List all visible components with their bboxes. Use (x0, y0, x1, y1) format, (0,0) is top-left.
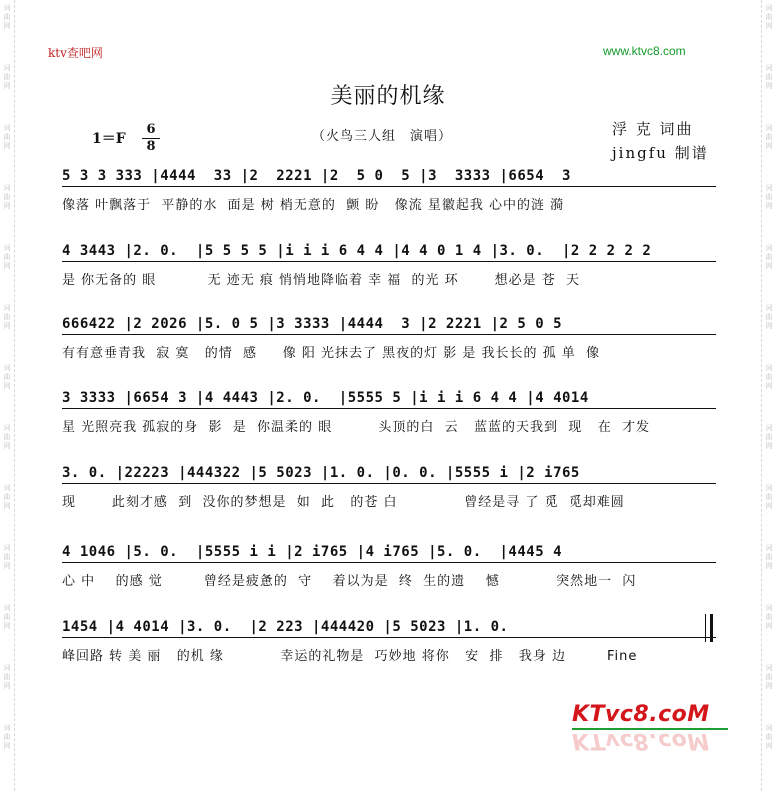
lyric-row: 是 你无备的 眼 无 迹无 痕 悄悄地降临着 幸 福 的光 环 想必是 苍 天 (62, 273, 580, 288)
watermark-glyph: 词 曲 网 (3, 544, 11, 570)
notation-row: 3 3333 |6654 3 |4 4443 |2. 0. |5555 5 |i i i 6 4 4 |4 4014 (62, 390, 589, 406)
notation-row: 5 3 3 333 |4444 33 |2 2221 |2 5 0 5 |3 3333 |6654 3 (62, 168, 571, 184)
score-line (56, 243, 726, 309)
watermark-glyph: 词 曲 网 (3, 484, 11, 510)
watermark-glyph: 词 曲 网 (765, 124, 773, 150)
site-logo (572, 702, 732, 762)
watermark-glyph: 词 曲 网 (765, 604, 773, 630)
time-signature (140, 122, 162, 155)
watermark-glyph: 词 曲 网 (765, 184, 773, 210)
notation-row: 1454 |4 4014 |3. 0. |2 223 |444420 |5 5023 |1. 0. (62, 619, 509, 635)
watermark-glyph: 词 曲 网 (3, 364, 11, 390)
beam-line (62, 334, 716, 335)
watermark-glyph: 词 曲 网 (765, 544, 773, 570)
watermark-glyph: 词 曲 网 (3, 124, 11, 150)
final-barline-thin (705, 614, 706, 642)
watermark-glyph: 词 曲 网 (3, 724, 11, 750)
watermark-glyph: 词 曲 网 (765, 664, 773, 690)
watermark-glyph: 词 曲 网 (765, 4, 773, 30)
beam-line (62, 637, 716, 638)
watermark-glyph: 词 曲 网 (765, 64, 773, 90)
score-line (56, 390, 726, 456)
right-watermark-strip (761, 0, 776, 791)
watermark-glyph: 词 曲 网 (3, 664, 11, 690)
beam-line (62, 483, 716, 484)
meter-numerator: 6 (146, 122, 156, 137)
lyric-row: 像落 叶飘落于 平静的水 面是 树 梢无意的 颤 盼 像流 星徽起我 心中的涟 漪 (62, 198, 565, 213)
lyric-row: 心 中 的感 觉 曾经是疲惫的 守 着以为是 终 生的遗 憾 突然地一 闪 (62, 574, 637, 589)
key-signature: 1＝F (92, 131, 126, 147)
left-watermark-strip (0, 0, 15, 791)
site-logo-text: KTvc8.coM (572, 702, 710, 727)
watermark-glyph: 词 曲 网 (765, 364, 773, 390)
score-line (56, 544, 726, 610)
final-barline-thick (710, 614, 713, 642)
watermark-glyph: 词 曲 网 (765, 724, 773, 750)
notation-row: 4 3443 |2. 0. |5 5 5 5 |i i i 6 4 4 |4 4 0 1 4 |3. 0. |2 2 2 2 2 (62, 243, 652, 259)
lyric-row: 星 光照亮我 孤寂的身 影 是 你温柔的 眼 头顶的白 云 蓝蓝的天我到 现 在 才发 (62, 420, 650, 435)
score-line (56, 465, 726, 531)
watermark-glyph: 词 曲 网 (765, 484, 773, 510)
beam-line (62, 186, 716, 187)
beam-line (62, 408, 716, 409)
beam-line (62, 261, 716, 262)
site-logo-reflection: KTvc8.coM (572, 728, 710, 753)
watermark-glyph: 词 曲 网 (3, 4, 11, 30)
watermark-glyph: 词 曲 网 (3, 424, 11, 450)
meter-denominator: 8 (146, 139, 156, 154)
score-line (56, 316, 726, 382)
beam-line (62, 562, 716, 563)
score-line (56, 168, 726, 234)
performer-credit: （火鸟三人组 演唱） (312, 129, 453, 144)
site-name-left[interactable]: ktv查吧网 (48, 46, 103, 60)
watermark-glyph: 词 曲 网 (3, 64, 11, 90)
notation-row: 666422 |2 2026 |5. 0 5 |3 3333 |4444 3 |2 2221 |2 5 0 5 (62, 316, 563, 332)
lyric-row: 现 此刻才感 到 没你的梦想是 如 此 的苍 白 曾经是寻 了 觅 觅却难圆 (62, 495, 625, 510)
lyric-row: 峰回路 转 美 丽 的机 缘 幸运的礼物是 巧妙地 将你 安 排 我身 边 Fine (62, 649, 638, 664)
notation-row: 3. 0. |22223 |444322 |5 5023 |1. 0. |0. 0. |5555 i |2 i765 (62, 465, 580, 481)
watermark-glyph: 词 曲 网 (3, 304, 11, 330)
watermark-glyph: 词 曲 网 (3, 604, 11, 630)
site-url-right[interactable]: www.ktvc8.com (603, 44, 686, 58)
arranger-credit: jingfu 制谱 (612, 144, 709, 162)
score-line (56, 619, 726, 685)
watermark-glyph: 词 曲 网 (3, 184, 11, 210)
watermark-glyph: 词 曲 网 (765, 304, 773, 330)
watermark-glyph: 词 曲 网 (765, 424, 773, 450)
song-title: 美丽的机缘 (330, 84, 446, 109)
lyric-row: 有有意垂青我 寂 寞 的情 感 像 阳 光抹去了 黑夜的灯 影 是 我长长的 孤 单 像 (62, 346, 601, 361)
notation-row: 4 1046 |5. 0. |5555 i i |2 i765 |4 i765 |5. 0. |4445 4 (62, 544, 563, 560)
composer-credit: 浮 克 词曲 (612, 120, 694, 138)
watermark-glyph: 词 曲 网 (3, 244, 11, 270)
watermark-glyph: 词 曲 网 (765, 244, 773, 270)
